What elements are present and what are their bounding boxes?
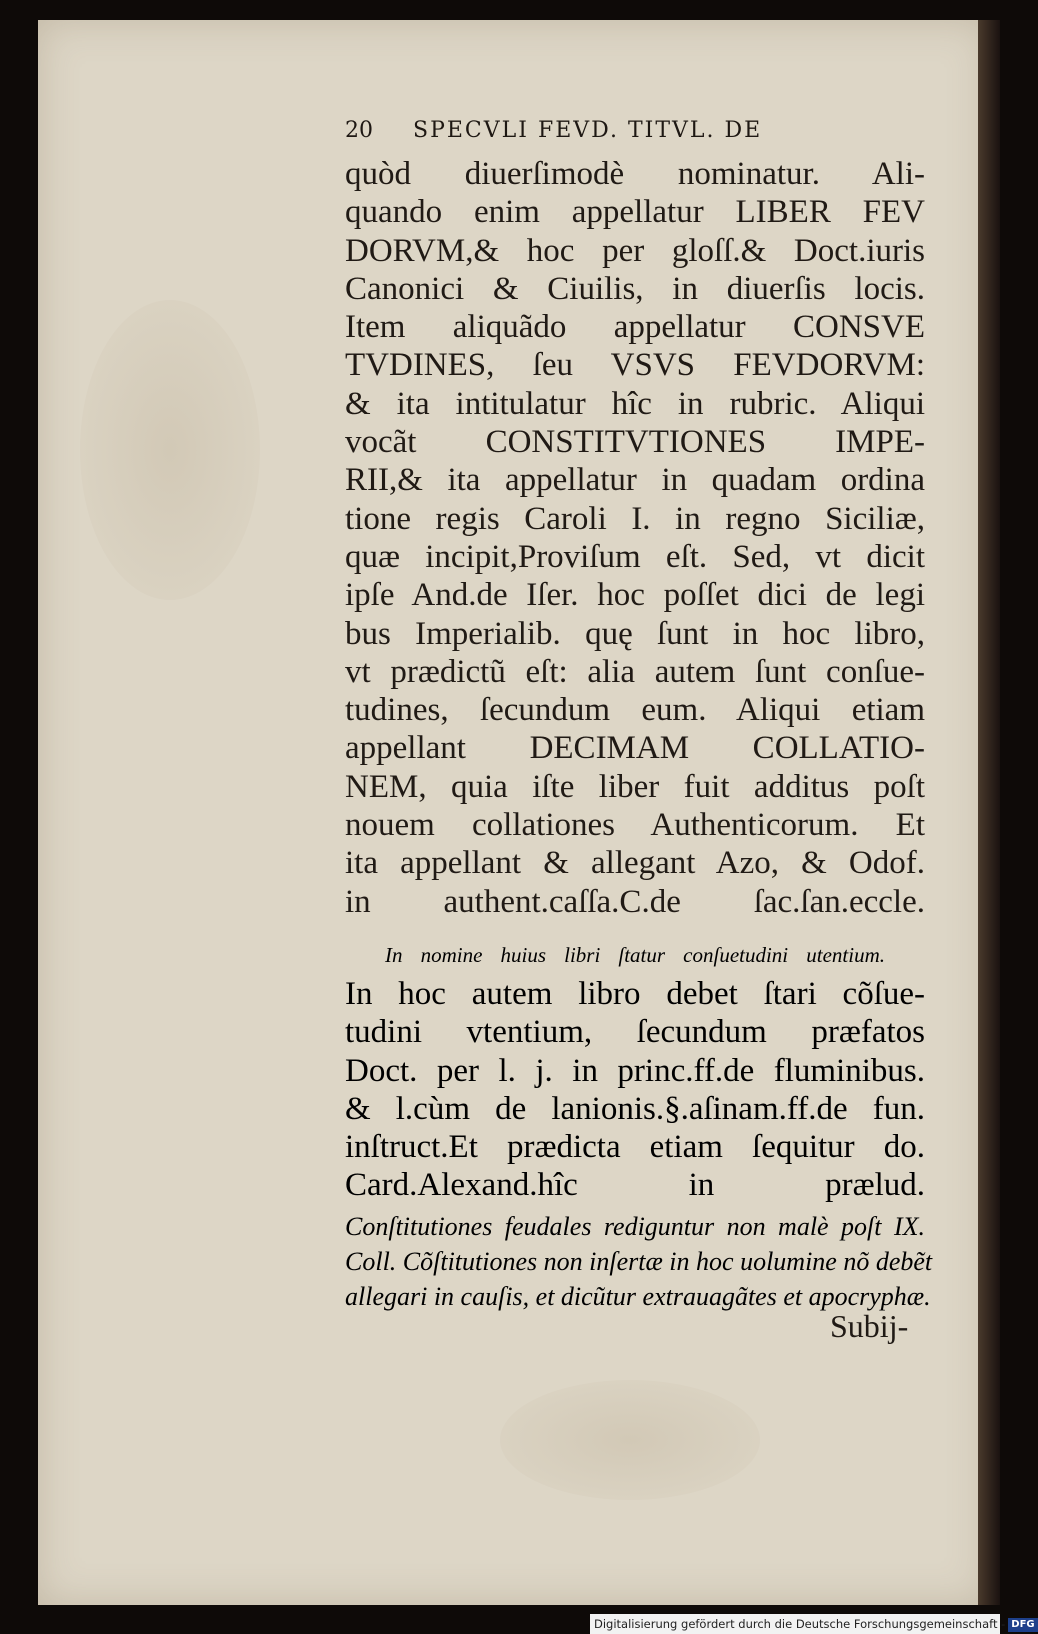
dfg-logo: DFG (1008, 1618, 1037, 1632)
running-header (345, 118, 905, 143)
text-line: quæ incipit,Proviſum eſt. Sed, vt dicit (345, 538, 925, 575)
text-line: TVDINES, ſeu VSVS FEVDORVM: (345, 347, 925, 384)
text-line: appellant DECIMAM COLLATIO- (345, 730, 925, 767)
text-line: ipſe And.de Iſer. hoc poſſet dici de legi (345, 577, 925, 614)
text-line: Item aliquãdo appellatur CONSVE (345, 309, 925, 346)
page-number: 20 (345, 118, 373, 143)
main-text-block (345, 155, 925, 921)
catchword: Subij- (830, 1308, 909, 1344)
text-line: quòd diuerſimodè nominatur. Ali- (345, 156, 925, 192)
text-line: vocãt CONSTITVTIONES IMPE- (345, 424, 925, 461)
text-line: vt prædictũ eſt: alia autem ſunt conſue- (345, 653, 925, 690)
digitization-footer (590, 1614, 1035, 1634)
rubric-line: allegari in cauſis, et dicũtur extrauagãtes et apocryphæ. (345, 1282, 931, 1311)
marginal-rubric: In nomine huius libri ſtatur conſuetudini utentium. (385, 943, 885, 967)
text-line: tudines, ſecundum eum. Aliqui etiam (345, 692, 925, 729)
paper-stain (80, 300, 260, 600)
rubric-line: Coll. Cõſtitutiones non inſertæ in hoc uolumine nõ debẽt (345, 1247, 933, 1276)
text-line: NEM, quia iſte liber fuit additus poſt (345, 768, 925, 805)
running-title: SPECVLI FEVD. TITVL. DE (413, 118, 763, 143)
paper-stain (500, 1380, 760, 1500)
text-line: In hoc autem libro debet ſtari cõſue- (345, 976, 925, 1012)
text-line: Doct. per l. j. in princ.ff.de fluminibus. (345, 1052, 925, 1089)
text-line: in authent.caſſa.C.de ſac.ſan.eccle. (345, 883, 925, 920)
text-line: Canonici & Ciuilis, in diuerſis locis. (345, 270, 925, 307)
text-line: inſtruct.Et prædicta etiam ſequitur do. (345, 1129, 925, 1166)
italic-rubric (345, 1209, 933, 1314)
text-line: RII,& ita appellatur in quadam ordina (345, 462, 925, 499)
text-line: & l.cùm de lanionis.§.aſinam.ff.de fun. (345, 1090, 925, 1127)
footer-text: Digitalisierung gefördert durch die Deutsche Forschungsgemeinschaft - (594, 1617, 1006, 1631)
text-line: nouem collationes Authenticorum. Et (345, 807, 925, 844)
text-line: tudini vtentium, ſecundum præfatos (345, 1014, 925, 1051)
text-line: tione regis Caroli I. in regno Siciliæ, (345, 500, 925, 537)
text-line: Card.Alexand.hîc in prælud. (345, 1167, 925, 1204)
text-line: & ita intitulatur hîc in rubric. Aliqui (345, 385, 925, 422)
text-line: quando enim appellatur LIBER FEV (345, 194, 925, 231)
second-text-block (345, 975, 925, 1205)
text-line: ita appellant & allegant Azo, & Odof. (345, 845, 925, 882)
book-gutter (978, 20, 1000, 1605)
rubric-line: Conſtitutiones feudales rediguntur non malè poſt IX. (345, 1212, 925, 1241)
text-line: DORVM,& hoc per gloſſ.& Doct.iuris (345, 232, 925, 269)
text-line: bus Imperialib. quę ſunt in hoc libro, (345, 615, 925, 652)
